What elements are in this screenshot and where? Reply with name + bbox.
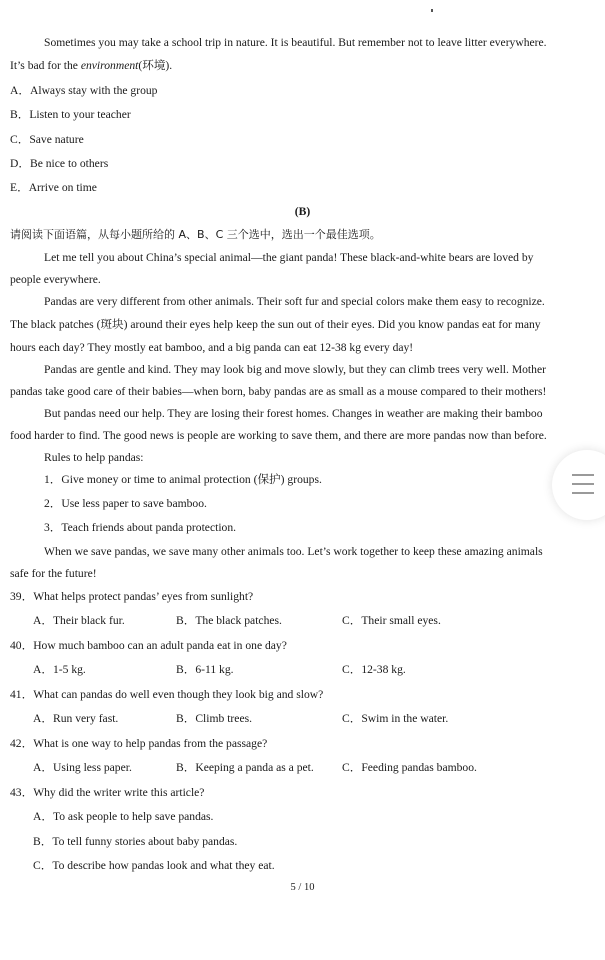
question-42-option-a: A．Using less paper. (33, 761, 132, 774)
para-4-line-1: But pandas need our help. They are losing their forest homes. Changes in weather are making their bamboo (44, 407, 543, 420)
question-41-option-b: B．Climb trees. (176, 712, 252, 725)
question-40-stem: 40．How much bamboo can an adult panda eat in one day? (10, 639, 287, 652)
rule-1: 1．Give money or time to animal protection (保护) groups. (44, 473, 322, 486)
para-1-line-1: Let me tell you about China’s special animal—the giant panda! These black-and-white bears are loved by (44, 251, 534, 264)
rule-3: 3．Teach friends about panda protection. (44, 521, 237, 534)
question-39-stem: 39．What helps protect pandas’ eyes from sunlight? (10, 590, 254, 603)
page-number: 5 / 10 (290, 882, 315, 893)
question-43-option-c: C．To describe how pandas look and what they eat. (33, 859, 275, 872)
question-39-option-a: A．Their black fur. (33, 614, 125, 627)
hamburger-menu-icon (572, 474, 594, 476)
rules-title: Rules to help pandas: (44, 451, 144, 464)
question-39-option-b: B．The black patches. (176, 614, 282, 627)
question-39-option-c: C．Their small eyes. (342, 614, 441, 627)
para-4-line-2: food harder to find. The good news is people are working to save them, and there are more pandas now than before. (10, 429, 547, 442)
para-3-line-2: pandas take good care of their babies—when born, baby pandas are as small as a mouse compared to their mothers! (10, 385, 547, 398)
question-40-option-a: A．1-5 kg. (33, 663, 86, 676)
hamburger-menu-icon-bar-3 (572, 492, 594, 494)
para-3-line-1: Pandas are gentle and kind. They may look big and move slowly, but they can climb trees very well. Mother (44, 363, 546, 376)
question-40-option-b: B．6-11 kg. (176, 663, 234, 676)
passage-a-line-2: It’s bad for the environment(环境). (10, 59, 173, 72)
passage-a-line-1: Sometimes you may take a school trip in nature. It is beautiful. But remember not to leave litter everywhere. (44, 36, 547, 49)
option-a: A．Always stay with the group (10, 84, 158, 97)
question-43-option-b: B．To tell funny stories about baby pandas. (33, 835, 238, 848)
question-42-option-b: B．Keeping a panda as a pet. (176, 761, 314, 774)
para-2-line-2: The black patches (斑块) around their eyes help keep the sun out of their eyes. Did you know pandas eat for many (10, 318, 541, 331)
question-43-stem: 43．Why did the writer write this article? (10, 786, 205, 799)
para-1-line-2: people everywhere. (10, 273, 101, 286)
option-d: D．Be nice to others (10, 157, 109, 170)
para-2-line-3: hours each day? They mostly eat bamboo, and a big panda can eat 12-38 kg every day! (10, 341, 414, 354)
closing-line-2: safe for the future! (10, 567, 97, 580)
question-42-stem: 42．What is one way to help pandas from the passage? (10, 737, 268, 750)
question-41-stem: 41．What can pandas do well even though they look big and slow? (10, 688, 324, 701)
section-b-instruction: 请阅读下面语篇，从每小题所给的 A、B、C 三个选中，选出一个最佳选项。 (10, 228, 381, 241)
question-43-option-a: A．To ask people to help save pandas. (33, 810, 214, 823)
section-b-heading: (B) (294, 205, 311, 218)
question-41-option-a: A．Run very fast. (33, 712, 119, 725)
closing-line-1: When we save pandas, we save many other animals too. Let’s work together to keep these amazing animals (44, 545, 543, 558)
scan-speck (431, 9, 433, 12)
option-b: B．Listen to your teacher (10, 108, 131, 121)
hamburger-menu-icon-bar-2 (572, 483, 594, 485)
question-42-option-c: C．Feeding pandas bamboo. (342, 761, 477, 774)
option-e: E．Arrive on time (10, 181, 97, 194)
question-41-option-c: C．Swim in the water. (342, 712, 449, 725)
rule-2: 2．Use less paper to save bamboo. (44, 497, 207, 510)
option-c: C．Save nature (10, 133, 84, 146)
question-40-option-c: C．12-38 kg. (342, 663, 406, 676)
hamburger-menu-button[interactable] (552, 450, 605, 520)
para-2-line-1: Pandas are very different from other animals. Their soft fur and special colors make them easy to recognize. (44, 295, 545, 308)
